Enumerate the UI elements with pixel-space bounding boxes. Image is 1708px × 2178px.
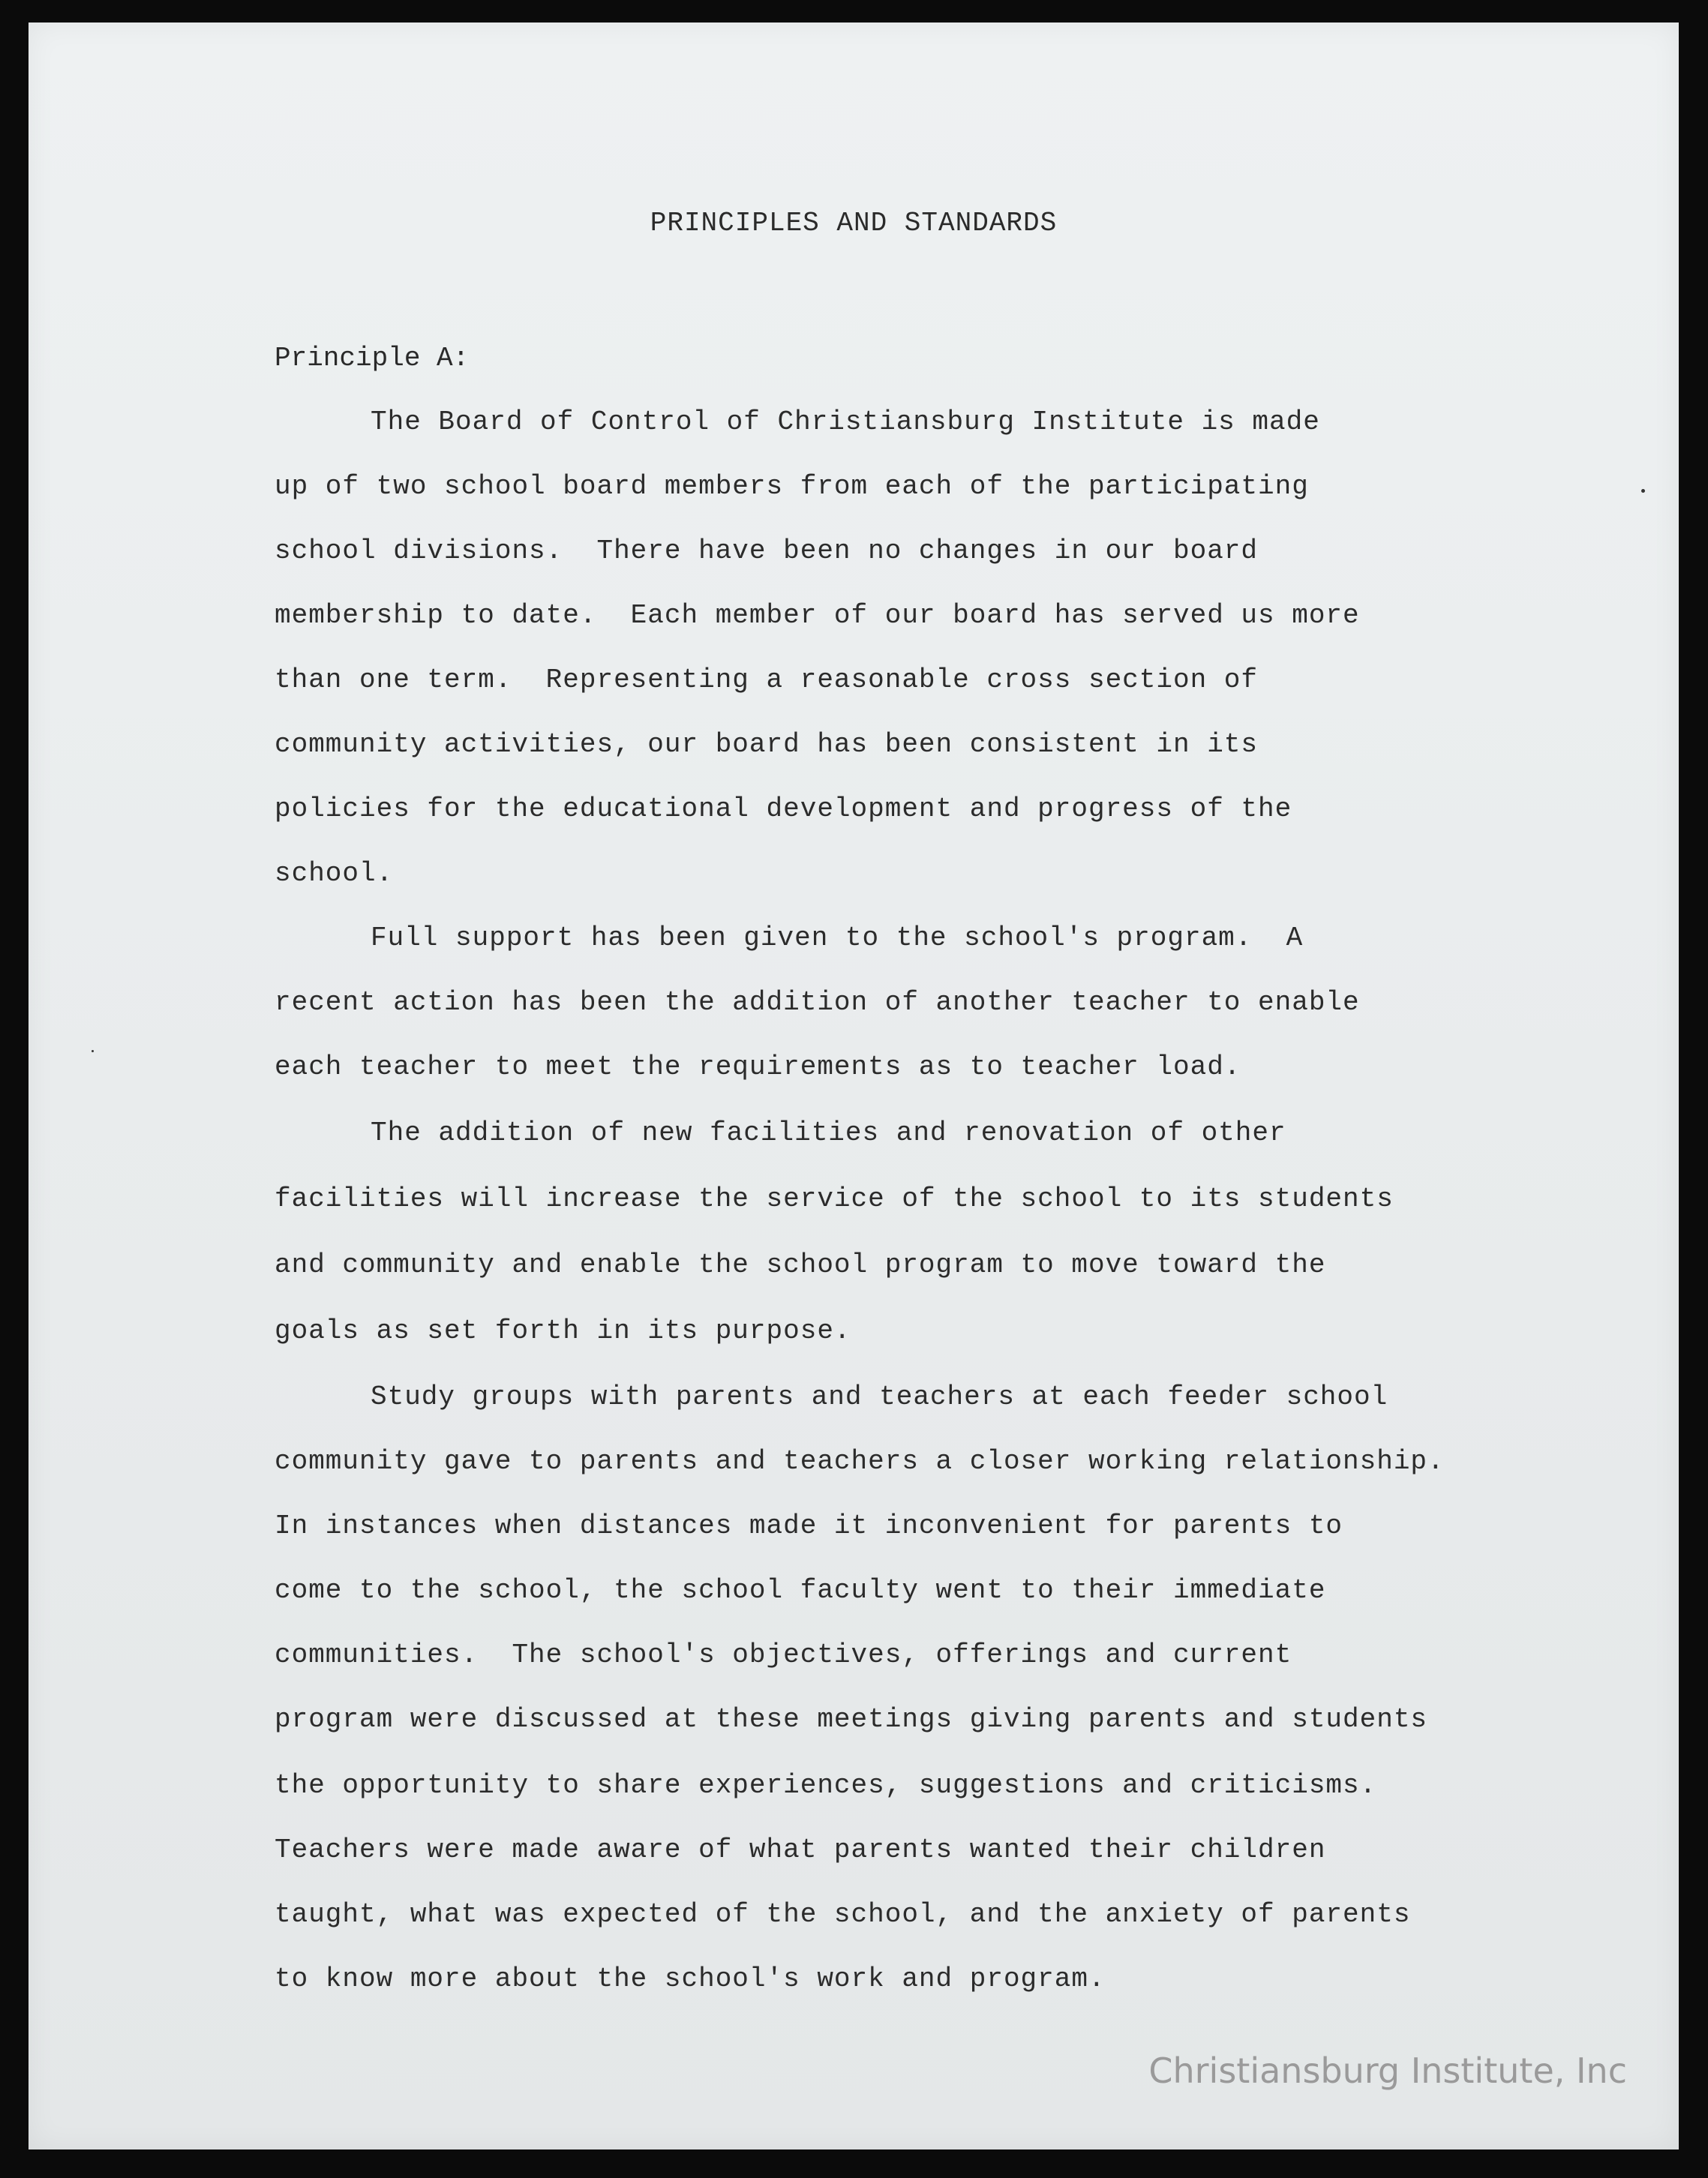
- document-title: PRINCIPLES AND STANDARDS: [650, 208, 1058, 238]
- text-line: come to the school, the school faculty went to their immediate: [275, 1575, 1326, 1606]
- text-line: facilities will increase the service of the school to its students: [275, 1184, 1394, 1214]
- text-line: policies for the educational development and progress of the: [275, 794, 1292, 824]
- text-line: community gave to parents and teachers a closer working relationship.: [275, 1446, 1445, 1477]
- text-line: communities. The school's objectives, offerings and current: [275, 1640, 1292, 1670]
- text-line: recent action has been the addition of another teacher to enable: [275, 987, 1360, 1018]
- text-line: school divisions. There have been no changes in our board: [275, 536, 1259, 566]
- text-line: school.: [275, 858, 394, 889]
- text-line: taught, what was expected of the school, and the anxiety of parents: [275, 1899, 1411, 1930]
- text-line: Study groups with parents and teachers at each feeder school: [371, 1382, 1388, 1412]
- text-line: Teachers were made aware of what parents wanted their children: [275, 1834, 1326, 1865]
- text-line: than one term. Representing a reasonable cross section of: [275, 664, 1259, 695]
- text-line: In instances when distances made it inconvenient for parents to: [275, 1510, 1343, 1541]
- paper-speck: [1641, 489, 1645, 493]
- paper-speck: [92, 1050, 94, 1052]
- text-line: and community and enable the school program to move toward the: [275, 1250, 1326, 1280]
- typed-page: [29, 22, 1679, 2150]
- text-line: Full support has been given to the school's program. A: [371, 922, 1304, 953]
- text-line: to know more about the school's work and program.: [275, 1964, 1106, 1994]
- text-line: up of two school board members from each of the participating: [275, 471, 1309, 502]
- watermark: Christiansburg Institute, Inc: [1148, 2050, 1627, 2091]
- text-line: The addition of new facilities and renovation of other: [371, 1118, 1286, 1148]
- text-line: community activities, our board has been consistent in its: [275, 729, 1259, 760]
- principle-heading: Principle A:: [275, 343, 470, 374]
- text-line: goals as set forth in its purpose.: [275, 1316, 851, 1346]
- text-line: The Board of Control of Christiansburg Institute is made: [371, 406, 1320, 437]
- text-line: program were discussed at these meetings giving parents and students: [275, 1704, 1428, 1735]
- text-line: membership to date. Each member of our board has served us more: [275, 600, 1360, 631]
- text-line: each teacher to meet the requirements as to teacher load.: [275, 1052, 1241, 1082]
- text-line: the opportunity to share experiences, suggestions and criticisms.: [275, 1770, 1377, 1801]
